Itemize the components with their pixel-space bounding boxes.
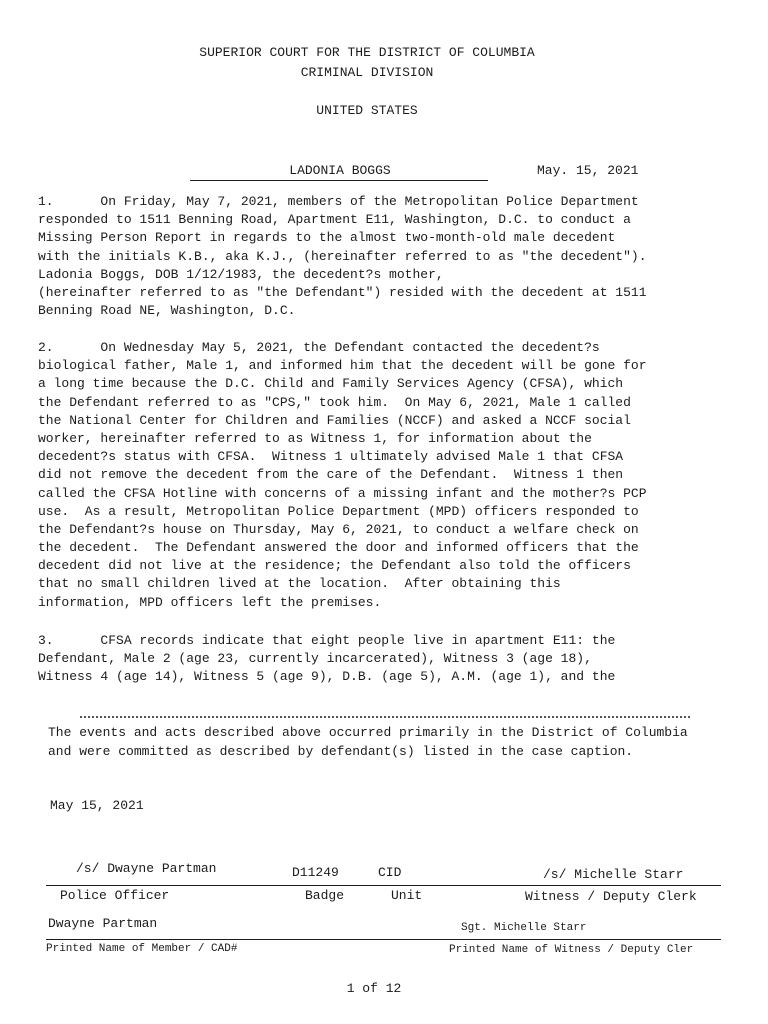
paragraph-line: 2. On Wednesday May 5, 2021, the Defendant contacted the decedent?s bbox=[38, 340, 600, 355]
officer-printed-name: Dwayne Partman bbox=[48, 916, 158, 931]
paragraph-line: Benning Road NE, Washington, D.C. bbox=[38, 303, 296, 319]
paragraph-line: (hereinafter referred to as "the Defendant") resided with the decedent at 1511 bbox=[38, 284, 647, 300]
paragraph-line: Missing Person Report in regards to the almost two-month-old male decedent bbox=[38, 230, 616, 246]
paragraph-1 bbox=[38, 193, 728, 320]
witness-signature: /s/ Michelle Starr bbox=[543, 867, 684, 882]
printed-name-line bbox=[46, 939, 721, 940]
badge-label: Badge bbox=[305, 888, 345, 903]
paragraph-line: with the initials K.B., aka K.J., (hereinafter referred to as "the decedent"). bbox=[38, 248, 647, 264]
paragraph-line: decedent did not live at the residence; the Defendant also told the officers bbox=[38, 558, 631, 574]
caption-date: May. 15, 2021 bbox=[537, 163, 639, 178]
plaintiff-name: UNITED STATES bbox=[316, 103, 418, 118]
dotted-separator bbox=[80, 716, 690, 718]
paragraph-line: the National Center for Children and Families (NCCF) and asked a NCCF social bbox=[38, 412, 631, 428]
paragraph-line: worker, hereinafter referred to as Witness 1, for information about the bbox=[38, 430, 592, 446]
unit-value: CID bbox=[378, 865, 402, 880]
paragraph-line: the decedent. The Defendant answered the door and informed officers that the bbox=[38, 540, 639, 556]
page-number: 1 of 12 bbox=[346, 981, 402, 996]
witness-printed-name: Sgt. Michelle Starr bbox=[461, 922, 587, 934]
paragraph-line: use. As a result, Metropolitan Police Department (MPD) officers responded to bbox=[38, 503, 639, 519]
defendant-underline bbox=[190, 180, 488, 181]
paragraph-line: the Defendant referred to as "CPS," took him. On May 6, 2021, Male 1 called bbox=[38, 394, 631, 410]
printed-witness-label: Printed Name of Witness / Deputy Cler bbox=[449, 944, 694, 956]
witness-label: Witness / Deputy Clerk bbox=[525, 889, 697, 904]
statement-date: May 15, 2021 bbox=[50, 798, 144, 813]
court-name: SUPERIOR COURT FOR THE DISTRICT OF COLUMBIA bbox=[199, 45, 535, 60]
paragraph-line: 1. On Friday, May 7, 2021, members of the Metropolitan Police Department bbox=[38, 194, 639, 209]
paragraph-line: a long time because the D.C. Child and Family Services Agency (CFSA), which bbox=[38, 376, 624, 392]
statement-line-1: The events and acts described above occurred primarily in the District of Columbia bbox=[48, 725, 688, 740]
signature-line bbox=[46, 885, 721, 886]
paragraph-line: decedent?s status with CFSA. Witness 1 ultimately advised Male 1 that CFSA bbox=[38, 449, 624, 465]
paragraph-line: Defendant, Male 2 (age 23, currently incarcerated), Witness 3 (age 18), bbox=[38, 651, 592, 667]
statement-line-2: and were committed as described by defendant(s) listed in the case caption. bbox=[48, 744, 634, 759]
defendant-name: LADONIA BOGGS bbox=[289, 163, 391, 178]
paragraph-line: biological father, Male 1, and informed him that the decedent will be gone for bbox=[38, 358, 647, 374]
paragraph-line: did not remove the decedent from the care of the Defendant. Witness 1 then bbox=[38, 467, 624, 483]
paragraph-line: 3. CFSA records indicate that eight people live in apartment E11: the bbox=[38, 633, 616, 648]
division-name: CRIMINAL DIVISION bbox=[300, 65, 434, 80]
paragraph-line: Witness 4 (age 14), Witness 5 (age 9), D.B. (age 5), A.M. (age 1), and the bbox=[38, 669, 616, 685]
unit-label: Unit bbox=[391, 888, 423, 903]
paragraph-line: that no small children lived at the location. After obtaining this bbox=[38, 576, 561, 592]
paragraph-3 bbox=[38, 632, 728, 687]
paragraph-2 bbox=[38, 339, 728, 612]
printed-member-label: Printed Name of Member / CAD# bbox=[46, 943, 238, 955]
badge-number: D11249 bbox=[292, 865, 339, 880]
paragraph-line: responded to 1511 Benning Road, Apartment E11, Washington, D.C. to conduct a bbox=[38, 212, 631, 228]
officer-signature: /s/ Dwayne Partman bbox=[76, 861, 217, 876]
paragraph-line: information, MPD officers left the premises. bbox=[38, 594, 382, 610]
paragraph-line: Ladonia Boggs, DOB 1/12/1983, the decedent?s mother, bbox=[38, 266, 444, 282]
paragraph-line: the Defendant?s house on Thursday, May 6, 2021, to conduct a welfare check on bbox=[38, 521, 639, 537]
paragraph-line: called the CFSA Hotline with concerns of a missing infant and the mother?s PCP bbox=[38, 485, 647, 501]
officer-label: Police Officer bbox=[60, 888, 170, 903]
